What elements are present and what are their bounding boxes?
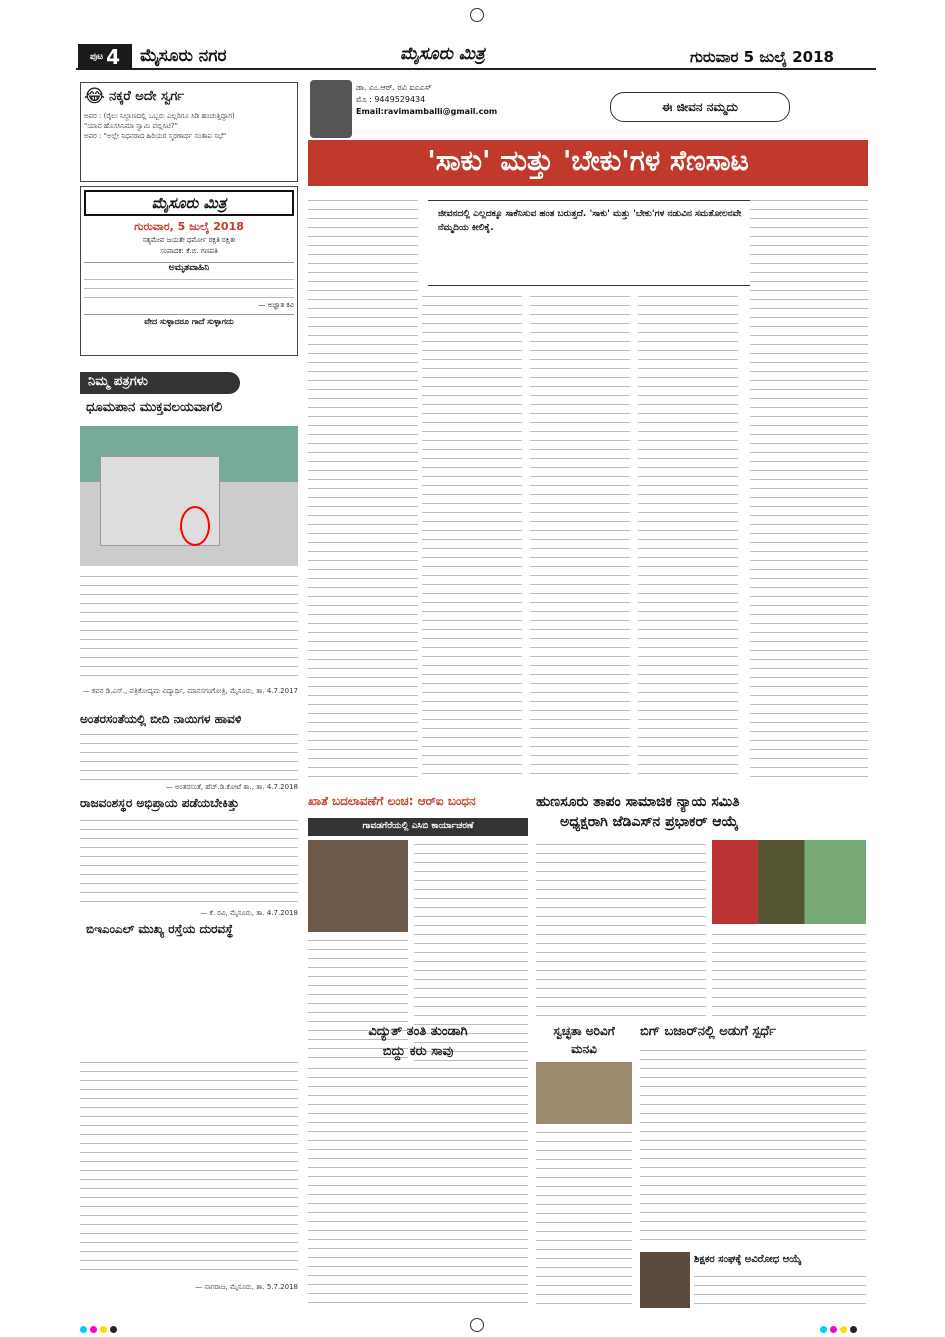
author-phone: ಮೊ : 9449529434 [356, 95, 426, 104]
news6-photo [640, 1252, 690, 1308]
author-email: Email:ravimamballi@gmail.com [356, 107, 498, 116]
proverb: ವೇದ ಸುಳ್ಳಾದರೂ ಗಾದೆ ಸುಳ್ಳಾಗದು [84, 314, 294, 327]
pull-quote: ಜೀವನದಲ್ಲಿ ಎಲ್ಲದಕ್ಕೂ ಸಾಕೆನಿಸುವ ಹಂತ ಬರುತ್ತದೆ. 'ಸಾಕು' ಮತ್ತು 'ಬೇಕು'ಗಳ ನಡುವಿನ ಸಮತೋಲನವೇ ನೆಮ್ಮದಿಯ ಕೀಲಿಕೈ. [428, 200, 758, 286]
author-photo [310, 80, 352, 138]
letter2-body [80, 730, 298, 780]
author-info [356, 82, 516, 118]
joke-box-title: ನಕ್ಕರೆ ಅದೇ ಸ್ವರ್ಗ [109, 89, 185, 104]
letter3-signature: — ಕೆ. ರವಿ, ಮೈಸೂರು, ತಾ. 4.7.2018 [200, 909, 298, 917]
letters-banner: ನಿಮ್ಮ ಪತ್ರಗಳು [80, 372, 240, 394]
news2-body-b [712, 930, 866, 1020]
article-col4 [638, 292, 738, 778]
letter1-body [80, 572, 298, 682]
news6-title: ಶಿಕ್ಷಕರ ಸಂಘಕ್ಕೆ ಅವಿರೋಧ ಆಯ್ಕೆ [694, 1254, 802, 1265]
author-name: ಡಾ. ಎಂ.ಆರ್. ರವಿ ಐಎಎಸ್ [356, 83, 432, 92]
letter2-signature: — ಅಂತರಸಂತೆ, ಹೆಚ್.ಡಿ.ಕೋಟೆ ತಾ., ತಾ. 4.7.2018 [165, 783, 298, 791]
article-dropcol [308, 196, 418, 778]
registration-mark [470, 1318, 484, 1332]
joke-box [80, 82, 298, 182]
letter4-body [80, 1058, 298, 1278]
news5-body [640, 1046, 866, 1242]
news2-body-a [536, 840, 706, 1020]
news2-title1: ಹುಣಸೂರು ತಾಪಂ ಸಾಮಾಜಿಕ ನ್ಯಾಯ ಸಮಿತಿ [536, 794, 740, 810]
news2-photo [712, 840, 866, 924]
letter1-title: ಧೂಮಪಾನ ಮುಕ್ತವಲಯವಾಗಲಿ [86, 400, 223, 415]
article-col2 [422, 292, 522, 778]
news4-body [536, 1128, 632, 1308]
news3-title1: ವಿದ್ಯುತ್ ತಂತಿ ತುಂಡಾಗಿ [368, 1024, 468, 1039]
quote-title: ಅಮೃತವಾಹಿನಿ [84, 262, 294, 273]
masthead-editor: ಸಂಪಾದಕ: ಕೆ.ಬಿ. ಗಣಪತಿ [160, 247, 218, 255]
news3-title2: ಬಿದ್ದು ಕರು ಸಾವು [382, 1044, 454, 1059]
article-col3 [530, 292, 630, 778]
masthead: ಮೈಸೂರು ಮಿತ್ರ [400, 44, 485, 64]
section-name: ಮೈಸೂರು ನಗರ [140, 46, 227, 66]
page-number-box [78, 44, 132, 70]
page-label: ಪುಟ [89, 52, 104, 62]
joke-line: "ಯಾವ ಹೊಸಸಿನಿಮಾ ಸ್ವಾಮಿ ಪಬ್ಲಿಸಿಟಿ?" [84, 122, 178, 130]
letter3-title: ರಾಜವಂಶಸ್ಥರ ಅಭಿಪ್ರಾಯ ಪಡೆಯಬೇಕಿತ್ತು [80, 796, 240, 810]
letter4-signature: — ನಾಗರಾಜ, ಮೈಸೂರು, ತಾ. 5.7.2018 [195, 1283, 298, 1291]
letter1-photo [80, 426, 298, 566]
news4-photo [536, 1062, 632, 1124]
news1-subtitle: ಗಾವಡಗೆರೆಯಲ್ಲಿ ಎಸಿಬಿ ಕಾರ್ಯಾಚರಣೆ [308, 818, 528, 836]
color-bar [80, 1318, 120, 1337]
news2-title2: ಅಧ್ಯಕ್ಷರಾಗಿ ಜೆಡಿಎಸ್‌ನ ಪ್ರಭಾಕರ್ ಆಯ್ಕೆ [560, 814, 739, 830]
page-number: 4 [106, 45, 121, 69]
masthead-box [80, 186, 298, 356]
column-series: ಈ ಜೀವನ ನಮ್ಮದು [610, 92, 790, 122]
letter4-title: ಬಿಇಎಂಎಲ್ ಮುಖ್ಯ ರಸ್ತೆಯ ದುರವಸ್ಥೆ [86, 922, 234, 936]
masthead-tagline: ಸತ್ಯಮೇವ ಜಯತೇ ಧರ್ಮೋ ರಕ್ಷತಿ ರಕ್ಷಿತಃ [142, 236, 236, 244]
news6-body [694, 1272, 866, 1308]
color-bar [820, 1318, 860, 1337]
article-col5 [750, 196, 868, 778]
quote-author: — ಅಜ್ಞಾತ ಕವಿ [258, 301, 294, 309]
masthead-name: ಮೈಸೂರು ಮಿತ್ರ [84, 190, 294, 216]
joke-line: ಅಪರ : "ಅಲ್ಲೇ ನಿಧನರಾದ ಹಿರಿಯರ ಸ್ಮರಣಾರ್ಥ ಸಂತಾಪ ಸಭೆ" [84, 132, 227, 140]
issue-date: ಗುರುವಾರ 5 ಜುಲೈ 2018 [690, 48, 834, 66]
masthead-date: ಗುರುವಾರ, 5 ಜುಲೈ 2018 [134, 220, 244, 233]
letter3-body [80, 816, 298, 906]
news1-title: ಖಾತೆ ಬದಲಾವಣೆಗೆ ಲಂಚ: ಆರ್‌ಐ ಬಂಧನ [308, 794, 476, 808]
letter2-title: ಅಂತರಸಂತೆಯಲ್ಲಿ ಬೀದಿ ನಾಯಿಗಳ ಹಾವಳಿ [80, 712, 242, 726]
joke-line: ಅಪರ : (ರೈಲು ನಿಲ್ದಾಣದಲ್ಲಿ ಒಬ್ಬರು ಎಲ್ಲರಿಗೂ ಸಿಡಿ ಹಂಚುತ್ತಿದ್ದಾಗ) [84, 112, 235, 120]
news4-title1: ಸ್ವಚ್ಛತಾ ಅರಿವಿಗೆ [553, 1024, 615, 1038]
letter1-signature: — ಕವನ ಡಿ.ಎಸ್., ಪತ್ರಿಕೋದ್ಯಮ ವಿದ್ಯಾರ್ಥಿ, ಮಾನಸಗಂಗೋತ್ರಿ, ಮೈಸೂರು, ತಾ. 4.7.2017 [82, 687, 298, 695]
article-title: 'ಸಾಕು' ಮತ್ತು 'ಬೇಕು'ಗಳ ಸೆಣಸಾಟ [308, 140, 868, 186]
news4-title2: ಮನವಿ [571, 1042, 597, 1056]
news3-body [308, 1064, 528, 1308]
laughing-face-icon: 😂 [84, 86, 106, 107]
registration-mark [470, 8, 484, 22]
news1-photo [308, 840, 408, 932]
news5-title: ಬಿಗ್ ಬಜಾರ್‌ನಲ್ಲಿ ಅಡುಗೆ ಸ್ಪರ್ಧೆ [640, 1024, 776, 1039]
